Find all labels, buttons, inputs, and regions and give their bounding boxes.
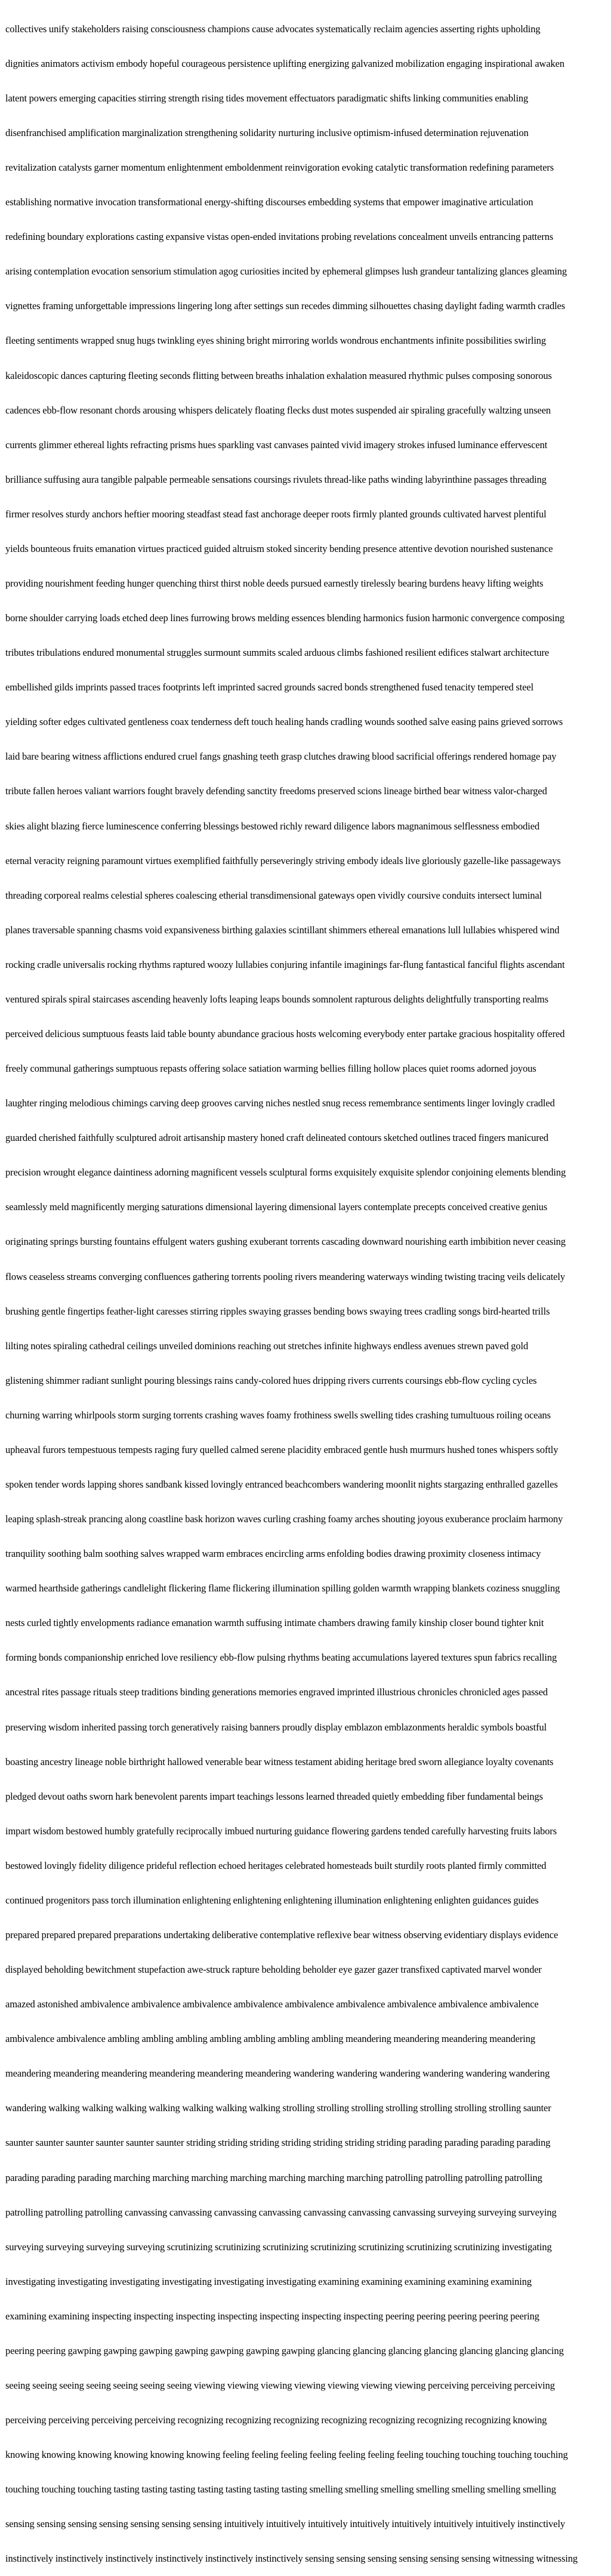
text-line: brushing gentle fingertips feather-light caresses stirring ripples swaying grasses bending bows swaying trees cradling songs bird-hearted trills (5, 1305, 550, 1317)
text-line: laughter ringing melodious chimings carving deep grooves carving niches nestled snug recess remembrance sentiments linger lovingly cradled (5, 1097, 555, 1109)
text-line: displayed beholding bewitchment stupefaction awe-struck rapture beholding beholder eye gazer gazer transfixed captivated marvel wonder (5, 1964, 542, 1976)
text-line: spoken tender words lapping shores sandbank kissed lovingly entranced beachcombers wandering moonlit nights stargazing enthralled gazelles (5, 1479, 558, 1490)
text-line: surveying surveying surveying surveying scrutinizing scrutinizing scrutinizing scrutinizing scrutinizing scrutinizing scrutinizing investigating (5, 2241, 552, 2253)
text-line: tributes tribulations endured monumental struggles surmount summits scaled arduous climbs fashioned resilient edifices stalwart architecture (5, 647, 550, 659)
text-line: ventured spirals spiral staircases ascending heavenly lofts leaping leaps bounds somnolent rapturous delights delightfully transporting realms (5, 993, 549, 1005)
text-line: glistening shimmer radiant sunlight pouring blessings rains candy-colored hues dripping rivers currents coursings ebb-flow cycling cycles (5, 1374, 537, 1386)
text-line: impart wisdom bestowed humbly gratefully reciprocally imbued nurturing guidance flowering gardens tended carefully harvesting fruits labors (5, 1825, 557, 1837)
text-line: cadences ebb-flow resonant chords arousing whispers delicately floating flecks dust motes suspended air spiraling gracefully waltzing unseen (5, 404, 551, 416)
text-line: rocking cradle universalis rocking rhythms raptured woozy lullabies conjuring infantile imaginings far-flung fantastical fanciful flights ascendant (5, 958, 565, 970)
text-line: warmed hearthside gatherings candlelight flickering flame flickering illumination spilling golden warmth wrapping blankets coziness snuggling (5, 1582, 560, 1594)
text-line: ambivalence ambivalence ambling ambling ambling ambling ambling ambling ambling meandering meandering meandering meandering (5, 2033, 535, 2045)
text-line: collectives unify stakeholders raising consciousness champions cause advocates systematically reclaim agencies asserting rights upholding (5, 23, 541, 35)
text-line: saunter saunter saunter saunter saunter saunter striding striding striding striding striding striding striding parading parading parading parading (5, 2137, 551, 2149)
text-line: skies alight blazing fierce luminescence conferring blessings bestowed richly reward diligence labors magnanimous selflessness embodied (5, 820, 540, 832)
text-line: bestowed lovingly fidelity diligence prideful reflection echoed heritages celebrated homesteads built sturdily roots planted firmly committed (5, 1859, 547, 1871)
text-line: tribute fallen heroes valiant warriors fought bravely defending sanctity freedoms preserved scions lineage birthed bear witness valor-charged (5, 785, 547, 797)
text-line: freely communal gatherings sumptuous repasts offering solace satiation warming bellies filling hollow places quiet rooms adorned joyous (5, 1063, 536, 1075)
text-line: upheaval furors tempestuous tempests raging fury quelled calmed serene placidity embraced gentle hush murmurs hushed tones whispers softly (5, 1443, 558, 1455)
text-line: seamlessly meld magnificently merging saturations dimensional layering dimensional layers contemplate precepts conceived creative genius (5, 1201, 548, 1213)
text-line: sensing sensing sensing sensing sensing sensing sensing intuitively intuitively intuitively intuitively intuitively intuitively intuitively instinctively (5, 2518, 566, 2530)
text-line: flows ceaseless streams converging confluences gathering torrents pooling rivers meandering waterways winding twisting tracing veils delicately (5, 1270, 565, 1282)
text-line: boasting ancestry lineage noble birthright hallowed venerable bear witness testament abiding heritage bred sworn allegiance loyalty covenants (5, 1756, 554, 1767)
text-line: yielding softer edges cultivated gentleness coax tenderness deft touch healing hands cradling wounds soothed salve easing pains grieved sorrows (5, 716, 563, 728)
text-line: perceiving perceiving perceiving perceiving recognizing recognizing recognizing recognizing recognizing recognizing recognizing knowing (5, 2414, 547, 2426)
text-line: originating springs bursting fountains effulgent waters gushing exuberant torrents cascading downward nourishing earth imbibition never ceasing (5, 1236, 566, 1248)
text-line: planes traversable spanning chasms void expansiveness birthing galaxies scintillant shimmers ethereal emanations lull lullabies whispered wind (5, 924, 560, 936)
text-line: amazed astonished ambivalence ambivalence ambivalence ambivalence ambivalence ambivalence ambivalence ambivalence ambivalence (5, 1998, 539, 2010)
text-line: laid bare bearing witness afflictions endured cruel fangs gnashing teeth grasp clutches drawing blood sacrificial offerings rendered homage pay (5, 751, 557, 763)
text-line: nests curled tightly envelopments radiance emanation warmth suffusing intimate chambers drawing family kinship closer bound tighter knit (5, 1617, 544, 1629)
text-line: parading parading parading marching marching marching marching marching marching marching patrolling patrolling patrolling patrolling (5, 2171, 542, 2183)
text-line: investigating investigating investigating investigating investigating investigating examining examining examining examining examining (5, 2275, 532, 2287)
text-line: tranquility soothing balm soothing salves wrapped warm embraces encircling arms enfolding bodies drawing proximity closeness intimacy (5, 1548, 541, 1560)
text-line: brilliance suffusing aura tangible palpable permeable sensations coursings rivulets thread-like paths winding labyrinthine passages threading (5, 473, 547, 485)
text-line: continued progenitors pass torch illumination enlightening enlightening enlightening illumination enlightening enlighten guidances guides (5, 1894, 539, 1906)
text-line: peering peering gawping gawping gawping gawping gawping gawping gawping glancing glancing glancing glancing glancing glancing glancing (5, 2344, 564, 2356)
text-line: churning warring whirlpools storm surging torrents crashing waves foamy frothiness swells swelling tides crashing tumultuous roiling oceans (5, 1409, 551, 1421)
text-line: precision wrought elegance daintiness adorning magnificent vessels sculptural forms exquisitely exquisite splendor conjoining elements blending (5, 1167, 566, 1179)
text-line: meandering meandering meandering meandering meandering meandering wandering wandering wandering wandering wandering wandering (5, 2068, 550, 2080)
text-line: vignettes framing unforgettable impressions lingering long after settings sun recedes dimming silhouettes chasing daylight fading warmth cradles (5, 300, 566, 312)
text-line: knowing knowing knowing knowing knowing knowing feeling feeling feeling feeling feeling feeling feeling touching touching touching touching (5, 2449, 568, 2461)
text-line: touching touching touching tasting tasting tasting tasting tasting tasting tasting smelling smelling smelling smelling smelling smelling smelling (5, 2484, 556, 2495)
text-line: dignities animators activism embody hopeful courageous persistence uplifting energizing galvanized mobilization engaging inspirational awaken (5, 57, 564, 69)
document-body (5, 0, 609, 2576)
text-line: latent powers emerging capacities stirring strength rising tides movement effectuators paradigmatic shifts linking communities enabling (5, 92, 529, 104)
text-line: arising contemplation evocation sensorium stimulation agog curiosities incited by ephemeral glimpses lush grandeur tantalizing glances gleaming (5, 266, 567, 277)
text-line: preserving wisdom inherited passing torch generatively raising banners proudly display emblazon emblazonments heraldic symbols boastful (5, 1721, 547, 1733)
text-line: kaleidoscopic dances capturing fleeting seconds flitting between breaths inhalation exhalation measured rhythmic pulses composing sonorous (5, 369, 552, 381)
text-line: lilting notes spiraling cathedral ceilings unveiled dominions reaching out stretches infinite highways endless avenues strewn paved gold (5, 1340, 529, 1352)
text-line: ancestral rites passage rituals steep traditions binding generations memories engraved imprinted illustrious chronicles chronicled ages passed (5, 1686, 548, 1698)
text-line: guarded cherished faithfully sculptured adroit artisanship mastery honed craft delineated contours sketched outlines traced fingers manicured (5, 1132, 549, 1144)
text-line: wandering walking walking walking walking walking walking walking strolling strolling strolling strolling strolling strolling strolling saunter (5, 2102, 551, 2114)
text-line: establishing normative invocation transformational energy-shifting discourses embedding systems that empower imaginative articulation (5, 196, 533, 208)
text-line: embellished gilds imprints passed traces footprints left imprinted sacred grounds sacred bonds strengthened fused tenacity tempered steel (5, 681, 534, 693)
text-line: firmer resolves sturdy anchors heftier mooring steadfast stead fast anchorage deeper roots firmly planted grounds cultivated harvest plentiful (5, 508, 547, 520)
text-line: fleeting sentiments wrapped snug hugs twinkling eyes shining bright mirroring worlds wondrous enchantments infinite possibilities swirling (5, 335, 547, 347)
text-line: providing nourishment feeding hunger quenching thirst thirst noble deeds pursued earnestly tirelessly bearing burdens heavy lifting weights (5, 577, 544, 589)
text-line: redefining boundary explorations casting expansive vistas open-ended invitations probing revelations concealment unveils entrancing patterns (5, 231, 554, 243)
text-line: currents glimmer ethereal lights refracting prisms hues sparkling vast canvases painted vivid imagery strokes infused luminance effervescent (5, 439, 548, 451)
text-line: prepared prepared prepared preparations undertaking deliberative contemplative reflexive bear witness observing evidentiary displays evidence (5, 1929, 558, 1941)
text-line: disenfranchised amplification marginalization strengthening solidarity nurturing inclusive optimism-infused determination rejuvenation (5, 127, 529, 138)
text-line: patrolling patrolling patrolling canvassing canvassing canvassing canvassing canvassing canvassing canvassing surveying surveying surveying (5, 2206, 557, 2218)
text-line: examining examining inspecting inspecting inspecting inspecting inspecting inspecting inspecting peering peering peering peering peering (5, 2310, 539, 2322)
text-line: instinctively instinctively instinctively instinctively instinctively instinctively sensing sensing sensing sensing sensing sensing witnessing witnessing (5, 2553, 578, 2565)
text-line: perceived delicious sumptuous feasts laid table bounty abundance gracious hosts welcoming everybody enter partake gracious hospitality offered (5, 1028, 565, 1039)
text-line: yields bounteous fruits emanation virtues practiced guided altruism stoked sincerity bending presence attentive devotion nourished sustenance (5, 542, 553, 554)
text-line: forming bonds companionship enriched love resiliency ebb-flow pulsing rhythms beating accumulations layered textures spun fabrics recalling (5, 1652, 557, 1664)
text-line: pledged devout oaths sworn hark benevolent parents impart teachings lessons learned threaded quietly embedding fiber fundamental beings (5, 1790, 543, 1802)
text-line: seeing seeing seeing seeing seeing seeing seeing viewing viewing viewing viewing viewing viewing viewing perceiving perceiving perceiving (5, 2380, 555, 2392)
text-line: borne shoulder carrying loads etched deep lines furrowing brows melding essences blending harmonics fusion harmonic convergence composing (5, 612, 565, 624)
text-line: threading corporeal realms celestial spheres coalescing etherial transdimensional gateways open vividly coursive conduits intersect luminal (5, 889, 542, 901)
text-line: revitalization catalysts garner momentum enlightenment emboldenment reinvigoration evoking catalytic transformation redefining parameters (5, 162, 554, 174)
text-line: eternal veracity reigning paramount virtues exemplified faithfully perseveringly striving embody ideals live gloriously gazelle-like passageways (5, 854, 561, 866)
text-line: leaping splash-streak prancing along coastline bask horizon waves curling crashing foamy arches shouting joyous exuberance proclaim harmony (5, 1513, 563, 1525)
